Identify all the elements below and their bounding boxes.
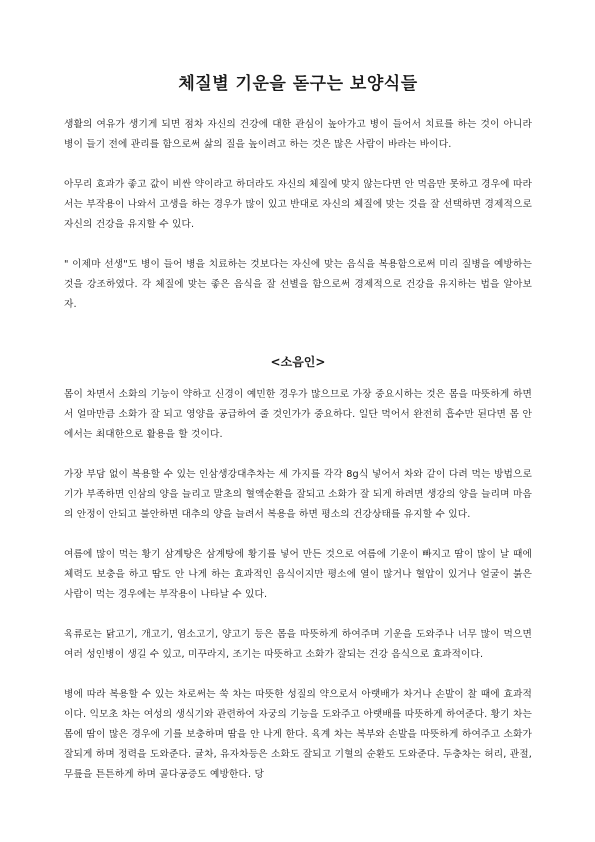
intro-paragraph-3: " 이제마 선생"도 병이 들어 병을 치료하는 것보다는 자신에 맞는 음식을 복용함으로써 미리 질병을 예방하는 것을 강조하였다. 각 체질에 맞는 좋은 음식을 잘 선별을 함으로써 경제적으로 건강을 유지하는 법을 알아보자. — [64, 259, 532, 310]
section-heading-soeumin: <소음인> — [270, 355, 326, 369]
section-paragraph-3: 여름에 많이 먹는 황기 삼계탕은 삼계탕에 황기를 넣어 만든 것으로 여름에 기운이 빠지고 땀이 많이 날 때에 체력도 보충을 하고 땀도 안 나게 하는 효과적인 음식이지만 평소에 열이 많거나 혈압이 있거나 얼굴이 붉은 사람이 먹는 경우에는 부작용이 나타날 수 있다. — [64, 549, 532, 600]
intro-paragraph-2: 아무리 효과가 좋고 값이 비싼 약이라고 하더라도 자신의 체질에 맞지 않는다면 안 먹음만 못하고 경우에 따라서는 부작용이 나와서 고생을 하는 경우가 많이 있고 반대로 자신의 체질에 맞는 것을 잘 선택하면 경제적으로 자신의 건강을 유지할 수 있다. — [64, 179, 532, 230]
intro-paragraph-1: 생활의 여유가 생기게 되면 점차 자신의 건강에 대한 관심이 높아가고 병이 들어서 치료를 하는 것이 아니라 병이 들기 전에 관리를 함으로써 삶의 질을 높이려고 하는 것은 많은 사람이 바라는 바이다. — [64, 119, 532, 150]
section-paragraph-4: 육류로는 닭고기, 개고기, 염소고기, 양고기 등은 몸을 따뜻하게 하여주며 기운을 도와주나 너무 많이 먹으면 여러 성인병이 생길 수 있고, 미꾸라지, 조기는 따뜻하고 소화가 잘되는 건강 음식으로 효과적이다. — [64, 629, 532, 660]
section-paragraph-1: 몸이 차면서 소화의 기능이 약하고 신경이 예민한 경우가 많으므로 가장 중요시하는 것은 몸을 따뜻하게 하면서 얼마만큼 소화가 잘 되고 영양을 공급하여 줄 것인가가 중요하다. 일단 먹어서 완전히 흡수만 된다면 몸 안에서는 최대한으로 활용을 할 것이다. — [64, 389, 532, 440]
document-title: 체질별 기운을 돋구는 보양식들 — [178, 74, 418, 94]
section-paragraph-5: 병에 따라 복용할 수 있는 차로써는 쑥 차는 따뜻한 성질의 약으로서 아랫배가 차거나 손발이 찰 때에 효과적이다. 익모초 차는 여성의 생식기와 관련하여 자궁의 기능을 도와주고 아랫배를 따뜻하게 하여준다. 황기 차는 몸에 땀이 많은 경우에 기를 보충하며 땀을 안 나게 한다. 육계 차는 복부와 손발을 따뜻하게 하여주고 소화가 잘되게 하며 정력을 도와준다. 귤차, 유자차등은 소화도 잘되고 기혈의 순환도 도와준다. 두충차는 허리, 관절, 무릎을 튼튼하게 하며 골다공증도 예방한다. 당 — [64, 689, 532, 780]
section-paragraph-2: 가장 부담 없이 복용할 수 있는 인삼생강대추차는 세 가지를 각각 8g식 넣어서 차와 같이 다려 먹는 방법으로 기가 부족하면 인삼의 양을 늘리고 말초의 혈액순환을 잘되고 소화가 잘 되게 하려면 생강의 양을 늘리며 마음의 안정이 안되고 불안하면 대추의 양을 늘려서 복용을 하면 평소의 건강상태를 유지할 수 있다. — [64, 469, 532, 520]
